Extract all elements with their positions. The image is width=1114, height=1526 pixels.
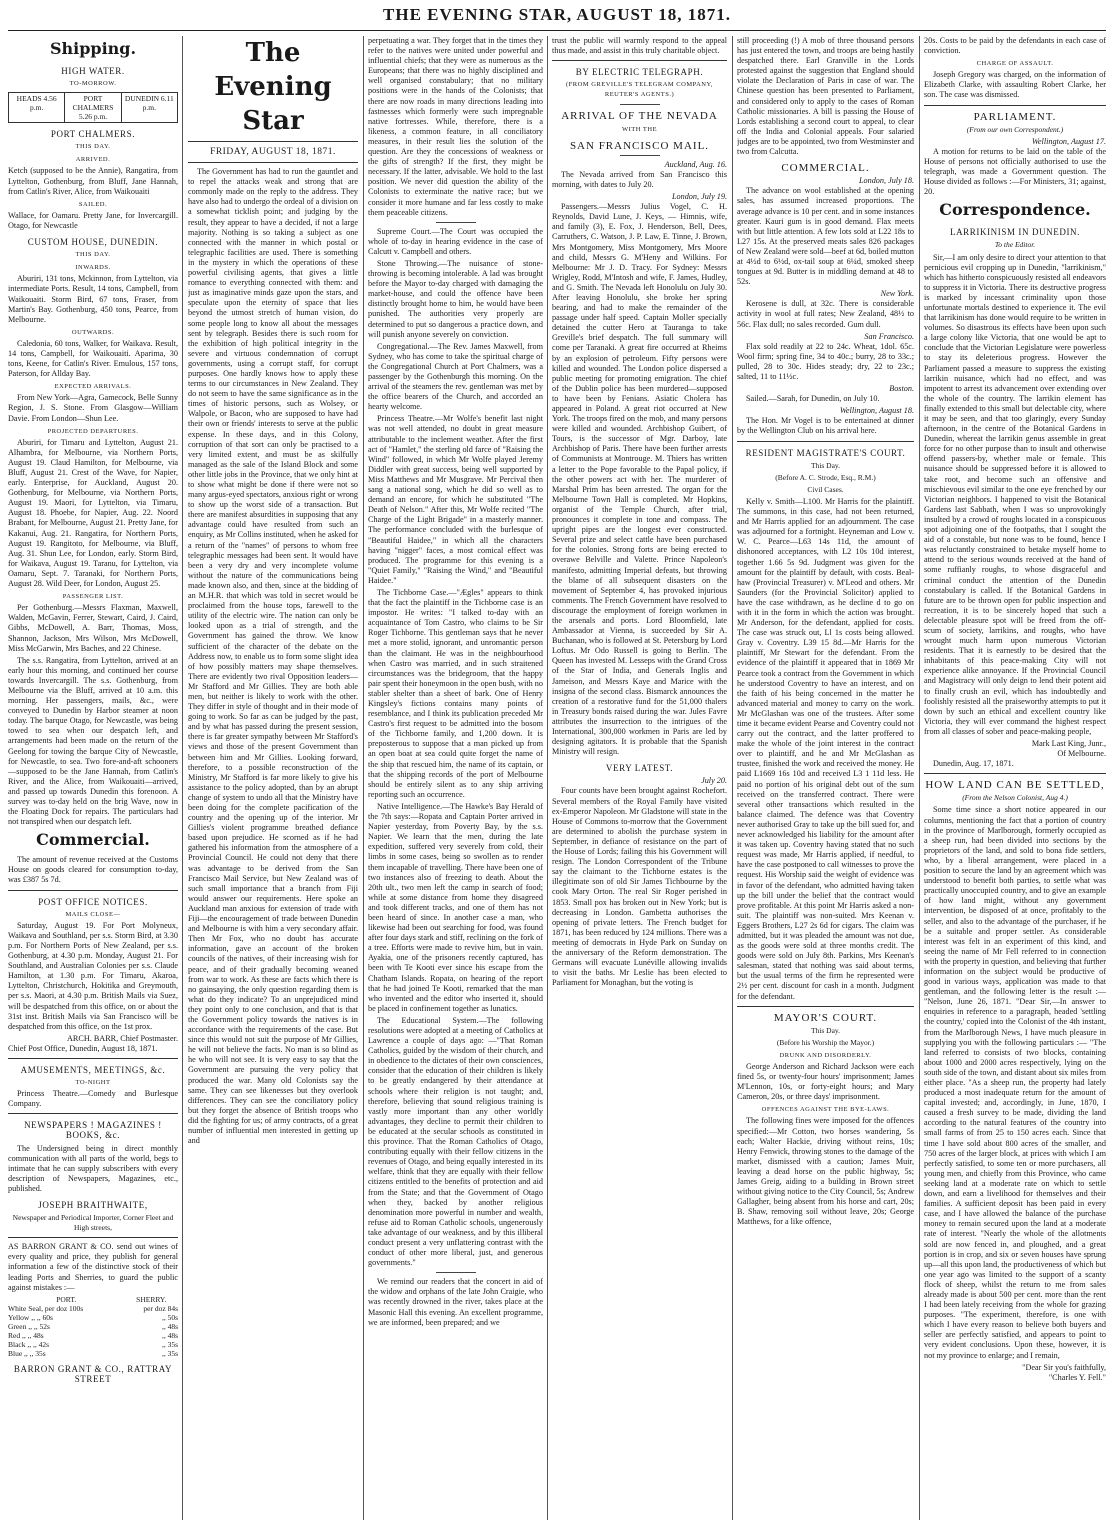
boston-text: Sailed.—Sarah, for Dunedin, on July 10. <box>746 394 880 404</box>
wine-row <box>8 1304 178 1313</box>
supreme-court-item: Supreme Court.—The Court was occupied the whole of to-day in hearing evidence in the case of Calcutt v. Campbell and others. <box>368 226 543 256</box>
passenger-label: PASSENGER LIST. <box>62 593 124 601</box>
amusements-heading: AMUSEMENTS, MEETINGS, &c. <box>20 1064 166 1075</box>
larrikinism-heading: LARRIKINISM IN DUNEDIN. <box>949 227 1081 238</box>
very-latest-heading: VERY LATEST. <box>605 763 674 774</box>
concert-continued: trust the public will warmly respond to the appeal thus made, and assist in this truly charitable object. <box>552 36 727 56</box>
braithwaite-address: Newspaper and Periodical Importer, Corner Fleet and High streets, <box>12 1213 174 1233</box>
barron-text: AS BARRON GRANT & CO. send out wines of every quality and price, they publish for general information a few of the distinctive stock of their leading Ports and Sherries, to guard the public against mistakes :— <box>8 1242 178 1292</box>
wine-header-row <box>8 1295 178 1304</box>
land-signature-2: "Charles Y. Fell." <box>1048 1372 1106 1382</box>
post-signature-place: Chief Post Office, Dunedin, August 18, 1871. <box>8 1043 158 1053</box>
shipping-heading: Shipping. <box>49 39 137 58</box>
wine-sherry-cell: ,, 50s <box>161 1312 178 1322</box>
arrived-label: ARRIVED. <box>75 156 111 164</box>
custom-house-heading: CUSTOM HOUSE, DUNEDIN. <box>27 237 159 248</box>
letter-dateline: Dunedin, Aug. 17, 1871. <box>933 759 1014 769</box>
masthead-title: THE EVENING STAR, AUGUST 18, 1871. <box>383 5 731 24</box>
wine-port-header: PORT. <box>56 1294 77 1304</box>
latest-dateline: July 20. <box>701 776 727 786</box>
latest-continued: still proceeding (!) A mob of three thousand persons has just entered the town, and troops are being hastily despatched there. Earl Granville in the Lords protested against the suggestion that England should violate the Declaration of Paris in case of war. The Chinese question has been presented to Parliament, and considered only to apply to the cases of Roman Catholic missionaries. A bill is passing the House of Lords establishing a second court to appeal, to clear off the India and Colonial appeals. Four salaried judges are to be appointed, two from Westminster and two from Calcutta. <box>737 36 914 157</box>
tomorrow-label: TO-MORROW. <box>69 80 117 88</box>
divider <box>620 155 660 156</box>
shipping-notes: The s.s. Rangatira, from Lyttelton, arrived at an early hour this morning, and continued her course towards Invercargill. The s.s. Gothenburg, from Melbourne via the Bluff, arrived at 10 a.m. this morning. Her passengers, mails, &c., were conveyed to Dunedin by Harbor steamer at noon today. The barque Otago, for Newcastle, was being towed to sea when our despatch left, and arrangements had been made on the return of the Geelong for towing the barque City of Newcastle, for Newcastle, to sea. Two fore-and-aft schooners—supposed to be the Jane Hannah, from Catlin's River, and the Alice, from Waikouaiti—arrived, and passed up towards Dunedin this forenoon. A survey was to-day held on the brig Wave, now in the Floating Dock for repairs. The particulars had not transpired when our despatch left. <box>8 655 178 827</box>
wine-row <box>8 1349 178 1358</box>
amusements-text: Princess Theatre.—Comedy and Burlesque Company. <box>8 1089 178 1109</box>
column-rule <box>363 36 364 1520</box>
wine-sherry-cell: ,, 35s <box>161 1339 178 1349</box>
divider <box>8 1113 178 1114</box>
rm-day-label: This Day. <box>810 460 841 470</box>
divider <box>924 773 1106 774</box>
port-chalmers-heading: PORT CHALMERS. <box>50 129 136 140</box>
letter-signature: Mark Last King, Junr., <box>1031 739 1106 748</box>
newyork-dateline: New York. <box>880 289 914 299</box>
rm-before-label: (Before A. C. Strode, Esq., R.M.) <box>775 472 876 482</box>
wine-sherry-cell: ,, 48s <box>161 1321 178 1331</box>
braithwaite-name: JOSEPH BRAITHWAITE, <box>38 1200 148 1210</box>
post-office-heading: POST OFFICE NOTICES. <box>38 896 148 907</box>
sailed-list: Wallace, for Oamaru. Pretty Jane, for Invercargill. Otago, for Newcastle <box>8 210 178 230</box>
editorial-continued: perpetuating a war. They forget that in the times they refer to the natives were united under powerful and influential chiefs; that they were as numerous as the Europeans; that there was no highly disciplined and well organised constabulary; that no military positions were in the hands of the Colonists; that there are now roads in many directions leading into fastnesses which formerly were such impregnable native fortresses. While, therefore, there is a likeness, a common feature, in all conciliatory measures, in their result lies the solution of the question. Are they the concessions of weakness or the gifts of strength? If the first, they might be necessary. If the latter, advisable. We hold to the last position. We never did question the ability of the Colonists to exterminate the native race; but we consider it more humane and far less costly to make them peaceable citizens. <box>368 36 543 217</box>
parliament-text: A motion for returns to be laid on the table of the House of persons not officially authorised to use the telegraph, was made a Government question. The House divided as follows :—For Ministers, 31; against, 20. <box>924 146 1106 197</box>
native-intelligence-item: Native Intelligence.—The Hawke's Bay Herald of the 7th says:—Ropata and Captain Porter arrived in Napier yesterday, from Poverty Bay, by the s.s. Napier. We learn that the men, during the late expedition, suffered very severely from cold, their limbs in some cases, being so swollen as to render them incapable of travelling. There have been one of two instances also of freezing to death. About the 20th ult., two men left the camp in search of food; while at some distance from home they disagreed and took different tracks, and one of them has not been heard of since. In another case a man, who likewise had been out searching for food, was found after four days stark and stiff, reclining on the fork of a tree. Efforts were made to revive him, but in vain. Ayakia, one of the prisoners recently captured, has been with Te Kooti ever since his escape from the Chatham Islands. Ropata, on hearing of the report that he had joined Te Kooti, remarked that the man who invented and the editor who inserted it, should be placed in confinement together as lunatics. <box>368 801 543 1013</box>
letter-text: Sir,—I am only desire to direct your attention to that pernicious evil cropping up in Dunedin, "larrikinism," which has hitherto conspicuously resisted all endeavors to suppress it in Victoria. There its destructive progress is marked by incessant criminality upon those unfortunate mortals destined to experience it. The evil that larrikinism has done would require to be written in volumes. So disastrous its effects have been upon such a large colony like Victoria, that one would be apt to conclude that the Victorian Legislature were powerless to stay its deleterious progress. However the Parliament passed a measure to suppress the existing larrikin nuisance, which had no effect, and was impotent to arrest its advancement over extending over the whole of the country. The larrikin element has finally extended to this small but delectable city, where it may be seen, and that too glaringly, every Sunday afternoon, in the centre of the Botanical Gardens in Dunedin, whereat the larrikin genus assemble in great force for no other purpose than to insult and otherwise offend passers-by, whether male or female. This nuisance should be suppressed before it is allowed to take root, and become such an offensive and mischievous evil similar to the one eye frenched by our Victorian neighbors. I happened to visit the Botanical Gardens last Sabbath, when I was so unprovokingly insulted by a crowd of roughs located in a conspicuous spot adjoining one of the footpaths, that I sought the aid of a constable, but none was to be found, hence I was reluctantly constrained to betake myself home to attend to the serious wounds received at the hand of some ruffianly roughs, to whose disgraceful and criminal conduct the attention of the Dunedin constabulary is called. If the Botanical Gardens in future are to be thrown open for public inspection and recreation, it is to be sincerely hoped that such a delectable pleasure spot will be freed from the off-scum of society, larrikins, and roughs, who have wrought much harm upon numerous Victorian residents. That it is earnestly to be desired that the inhabitants of this peace-making City will not experience alike annoyance. If the Provincial Council and Magistracy will only deign to lend their potent aid to finally crush an evil, which has indoubtedly and foolishly resisted all the praiseworthy attempts to put it down by such an ethical and excellent country like Victoria, they will ever command the highest respect from all classes of sober and peace-making people, <box>924 252 1106 736</box>
wine-port-cell: Black ,, ,, 42s <box>8 1339 50 1349</box>
mayors-text: George Anderson and Richard Jackson were each fined 5s, or twenty-four hours' imprisonment; James M'Lennon, 10s, or forty-eight hours; and Mary Cameron, 20s, or three days' imprisonment. <box>737 1062 914 1102</box>
assault-text: Joseph Gregory was charged, on the information of Elizabeth Clarke, with assaulting Robert Clarke, her son. The case was dismissed. <box>924 70 1106 100</box>
expected-label: EXPECTED ARRIVALS. <box>54 383 132 391</box>
tonight-label: TO-NIGHT <box>75 1079 111 1087</box>
expected-list: From New York—Agra, Gamecock, Belle Sunny Region, J. S. Stone. From Glasgow—William Davie. From London—Shun Lee. <box>8 393 178 423</box>
commercial-news-text: The advance on wool established at the opening sales, has assumed increased proportions. The average advance is 10 per cent. and in some instances greater. Kauri gum is in good demand. Flax meets with but little attention. A few lots sold at L22 18s to L27 15s. At the preserved meats sales 826 packages of New Zealand were sold—beef at 6d, boiled mutton at 4½d to 6½d, ox-tail soup at 6¼d, smoked sheep tongues at 9d. Butter is in middling demand at 48 to 52s. <box>737 186 914 287</box>
masthead-rule <box>8 30 1106 31</box>
correspondence-heading: Correspondence. <box>939 200 1091 220</box>
stone-throwing-item: Stone Throwing.—The nuisance of stone-throwing is becoming intolerable. A lad was brought before the Mayor to-day charged with damaging the market-house, and could the offence have been distinctly brought home to him, he would have been punished. The authorities very properly are determined to put so dangerous a practice down, and will punish anyone severely on conviction. <box>368 258 543 339</box>
wine-row <box>8 1313 178 1322</box>
column-rule <box>732 36 733 1520</box>
wine-row <box>8 1331 178 1340</box>
post-office-text: Saturday, August 19. For Port Molyneux, Waikava and Southland, per s.s. Storm Bird, at 3.30 p.m. For Northern Ports of New Zealand, per s.s. Gothenburg, at 4.30 p.m. Monday, August 21. For Southland, and Australian Colonies per s.s. Claude Hamilton, at 1.30 p.m. For Timaru, Akaroa, Lyttelton, Christchurch, Hokitika and Greymouth, per s.s. Maori, at 4.30 p.m. British Mails via Suez, will be despatched from this office, on or about the 31st inst. British Mails via San Francisco will be despatched from this office, on the 1st prox. <box>8 920 178 1031</box>
divider <box>8 1058 178 1059</box>
divider <box>924 105 1106 106</box>
telegraph-heading: BY ELECTRIC TELEGRAPH. <box>575 67 704 78</box>
divider <box>620 104 660 105</box>
parliament-dateline: Wellington, August 17. <box>1031 136 1106 146</box>
divider <box>8 890 178 891</box>
masthead <box>0 0 1114 30</box>
column-1 <box>8 36 178 1520</box>
divider <box>8 1237 178 1238</box>
wine-sherry-cell: per doz 84s <box>143 1303 178 1313</box>
wine-row <box>8 1340 178 1349</box>
bylaws-label: OFFENCES AGAINST THE BYE-LAWS. <box>761 1106 890 1114</box>
london-text: Passengers.—Messrs Julius Vogel, C. H. Reynolds, David Lune, J. Keys, — Himnis, wife, and family (3), E. Fox, J. Henderson, Bell, Dees, Carruthers, C. Watson, J. P. Law, E. Tinne, J. Brown, Mrs Montgomery, Miss Montgomery, Mrs Moore and child, Messrs G. M'Heny and Wilkins. For Melbourne: Mr J. D. Tracy. For Sydney: Messrs Wrigley, Rodd, M'Intosh and wife, F. James, Hudley, and G. Smith. The Nevada left Honolulu on July 30. After leaving Honolulu, she broke her spring bearing, and had to make the remainder of the passage under half speed. Captain Moller specially detained the cutter Hero at Tauranga to take Greville's brief despatch. The full summary will come per Taranaki. A great fire occurred at Rheims by an explosion of petroleum. Fifty persons were killed and wounded. The London police dispersed a public meeting for promoting emigration. The chief of the Dublin police has been murdered—supposed to have been by Fenians. Asiatic Cholera has appeared in Poland. A great riot occurred at New York. The troops fired on the mob, and many persons were killed and wounded. Archbishop Guibert, of Tours, is the successor of Mgr. Darboy, late Archbishop of Paris. There have been further arrests of Communists at Montrouge. M. Thiers has written a letter to the Pope favorable to the Papal policy, if the other powers act with her. The murderer of Marshal Prim has been arrested. The organ for the Melbourne Town Hall is completed. Mr Hopkins, organist of the Temple Church, after trial, pronounces it complete in tone and compass. The upright pipes are the longest ever constructed. Several prize and select cattle have been purchased for the colonies. Strong forts are being erected to overawe Belville and Valette. Prince Napoleon's manifesto, admitting Imperial defeats, but throwing the blame of all subsequent disasters on the movement of September 4, has provoked injurious comments. The French Government have resolved to discourage the employment of foreign workmen in the arsenals and ports. Lord Bloomfield, late Ambassador at Vienna, is succeeded by Sir A. Buchanan, who is followed at St. Petersburg by Lord Loftus. Mr Odo Russell is going to Berlin. The Queen has invested M. Lesseps with the Grand Cross of the Star of India, and Generals Inglis and Jameison, and Messrs Kaye and Marice with the insigna of the second class. Bismarck announces the creation of a restorative fund for the 51,000 thalers in Treasury bonds raised during the war. Jules Favre attributes the insurrection to the intrigues of the International, 300,000 workmen in Paris are led by designing agitators. It is probable that the Spanish Ministry will resign. <box>552 202 727 757</box>
congregational-item: Congregational.—The Rev. James Maxwell, from Sydney, who has come to take the spiritual charge of the Congregational Church at Port Chalmers, was a passenger by the Gothenburgh this morning. On the arrival of the steamers the rev. gentleman was met by the office bearers of the Church, and accorded an hearty welcome. <box>368 341 543 412</box>
rm-court-heading: RESIDENT MAGISTRATE'S COURT. <box>745 447 906 458</box>
wine-price-table <box>8 1295 178 1358</box>
newyork-text: Kerosene is dull, at 32c. There is considerable activity in wool at full rates; New Zealand, 48½ to 56c. Flax dull; no sales recorded. Gum dull. <box>737 299 914 329</box>
divider <box>188 162 358 163</box>
column-3 <box>368 36 543 1520</box>
tide-table <box>8 92 178 123</box>
column-5 <box>737 36 914 1520</box>
commercial-dateline: London, July 18. <box>858 176 914 186</box>
wine-port-cell: Yellow ,, ,, 60s <box>8 1312 53 1322</box>
land-text: Some time since a short notice appeared in our columns, mentioning the fact that a portion of country in the province of Marlborough, formerly occupied as a sheep run, had been divided into sections by the proprietors of the land, and sold to bona fide settlers, who, by a liberal arrangement, were placed in a position to secure the land by an agreement which was understood to benefit both parties, to settle what was practically unoccupied country, and to give an example of how land might, without any government intervention, be disposed of at once, profitably to the seller, and also to the advantage of the purchaser, if he be a suitable and proper settler. As considerable interest was felt in an experiment of this kind, and seeing the name of Mr Fell referred to in connection with the property in question, and believing that further information on the subject would be productive of good in various ways, application was made to that gentleman, and the following letter is the result :— "Nelson, June 26, 1871. "Dear Sir,—In answer to enquiries in reference to a paragraph, headed 'settling the country,' copied into the Colonist of the 4th instant, from the Marlborough News, I have much pleasure in supplying you with the following particulars :— "The land referred to consists of two blocks, containing about 1000 and 2000 acres respectively, lying on the south side of the town, and distant about six miles from either place. "As a sheep run, the property had lately produced a most inadequate return for the amount of capital invested; and, accordingly, in June, 1870, I caused a fresh survey to be made, dividing the land according to the natural features of the country into small farms of from 25 to 150 acres each. Since that time I have sold about 800 acres of the smaller, and 750 acres of the larger block, at prices with which I am perfectly satisfied, to some ten or more purchasers, all young men, and chiefly from this Province, who came seeking land at a moderate rate on which to settle down, and earn a livelihood for themselves and their families. A sufficient deposit has been paid in every case, and I have allowed the balance of the purchase money to remain secured upon the land at a moderate rate of interest. "Nearly the whole of the allotments sold are now fenced in, and ploughed, and a great portion is in crop, and six or seven houses have sprung up—all this upon land, the productiveness of which but one year ago was limited to the support of a scanty flock of sheep, whilst the return to me from sales already made is about 500 per cent. more than the rent I had been lately receiving from the whole for grazing purposes. "The experiment, therefore, is one with which I have every reason to believe both buyers and seller are perfectly satisfied, and appears to point to very evident conclusions. Upon these, however, it is not my province to enlarge; and I remain, <box>924 805 1106 1360</box>
tide-dunedin: DUNEDIN 6.11 p.m. <box>124 94 174 113</box>
wine-port-cell: White Seal, per doz 100s <box>8 1303 84 1313</box>
letter-signature-place: Of Melbourne. <box>1057 749 1106 759</box>
high-water-heading: HIGH WATER. <box>61 66 125 76</box>
column-6 <box>924 36 1106 1520</box>
parliament-source: (From our own Correspondent.) <box>966 124 1064 134</box>
rm-court-text: Kelly v. Smith—L100. Mr Harris for the plaintiff. The summons, in this case, had not been returned, and Mr Harris applied for an adjournment. The case was adjourned for a fortnight. Heyneman and Low v. W. C. Pearce—L63 14s 11d, the amount of dishonored acceptances, with L2 10s 10d interest, together 1.66 5s 9d. Judgment was given for the amount for the plaintiff by default, with costs. Beal-haw (Provincial Treasurer) v. M'Leod and others. Mr Saunders (for the Provincial Solicitor) applied to have the case withdrawn, as he decline d to go on with it in the form in which the action was brought. Mr Anderson, for the defendant, applied for costs. The case was struck out, Ll 1s costs being allowed. Gray v. Coventry. L39 15 8d.—Mr Harris for the plaintiff, Mr Stewart for the defendant. From the evidence of the plaintiff it appeared that in 1869 Mr Pearce took a contract from the Government in which he understood Coventry to have an interest, and on the faith of his being concerned in the matter he advanced material and money to carry on the work. Mr McGlashan was one of the trustees. After some time it became evident Pearse and Coventry could not carry out the contract, and the latter proffered to make the whole of the joint interest in the contract over to plaintiff, and he and Mr McGlashan as trustee, finished the work and received the money. He paid L1669 16s 10d and received L3 1 11d less. He paid no portion of his original debt out of the sum received on the transferred contract. There were several other transactions which resulted in the balance claimed. The defence was that Coventry never authorised Gray to take up the bill sued for, and never acknowledged his liability for the amount after it was taken up. Coventry having stated that no such request was made, Mr Harris applied, if needful, to have the case postponed to call witnesses to prove the request. His Worship said the weight of evidence was in favor of the defendant, who admitted having taken up the bill under the belief that the contract would prove profitable. At this point Mr Harris asked a non-suit. The plaintiff was non-suited. Mrs Keenan v. Eggers Brothers, L27 2s 6d for cigars. The claim was admitted, but it was pleaded the amount was not due, as the goods were sold at three months credit. The goods were sold on July 8th. Parkins, Mrs Keenan's salesman, stated that nothing was said about terms, but the usual terms of the firm he represented were 2½ per cent. discount for cash in a month. Judgment for the defendant. <box>737 496 914 1001</box>
wellington-dateline: Wellington, August 18. <box>839 406 914 416</box>
wine-row <box>8 1322 178 1331</box>
divider <box>436 1272 476 1273</box>
column-2 <box>188 36 358 1520</box>
divider <box>436 222 476 223</box>
wine-sherry-cell: ,, 48s <box>161 1330 178 1340</box>
commercial-news-heading: COMMERCIAL. <box>781 162 870 175</box>
concert-item: We remind our readers that the concert in aid of the widow and orphans of the late John Craigie, who was recently drowned in the river, takes place at the Masonic Hall this evening. An excellent programme, we are informed, been prepared; and we <box>368 1277 543 1327</box>
divider <box>737 1006 914 1007</box>
newspapers-text: The Undersigned being in direct monthly communication with all parts of the world, begs to intimate that he can supply subscribers with every description of Newspapers, Magazines, etc., published. <box>8 1143 178 1193</box>
wine-sherry-cell: ,, 35s <box>161 1348 178 1358</box>
tichborne-item: The Tichborne Case.—"Ægles" appears to think that the fact the plaintiff in the Tichborne case is an impostor. He writes: "I talked to-day with an acquaintance of Tom Castro, who claims to be Sir Roger Tichborne. This gentleman says that he never met a more stolid, ignorant, and unromantic person than the claimant. He was in the neighbourhood when Castro was married, and in such straitened circumstances was the bridegroom, that the happy pair spent their honeymoon in the open bush, with no stabler shelter than a sheet of bark. One of Henry Kingsley's fictions contains many points of resemblance, and I think its publication preceded Mr Castro's first request to be admitted into the bosom of the Tichborne family, and 1,200 down. It is preposterous to suppose that a man picked up from an open boat at sea could quite forget the name of the ship that rescued him, the name of its captain, or that the shipping records of the port of Melbourne should be entirely silent as to any ship arriving reporting such an occurrence. <box>368 587 543 799</box>
princess-theatre-item: Princess Theatre.—Mr Wolfe's benefit last night was not well attended, no doubt in great measure attributable to the inclement weather. After the first act of "Hamlet," the sterling old farce of "Raising the Wind" followed, in which Mr Wolfe played Jeremy Diddler with great success, being well supported by Miss Matthews and Mr Musgrave. Mr Percival then sang a national song, which he did so well as to demand an encore, for which he substituted "The Death of Nelson." After this, Mr Wolfe recited "The Charge of the Light Brigade" in a masterly manner. The performance concluded with the burlesque of "Beautiful Haidee," in which all the characters having "nigger" faces, a most comical effect was produced. The programme for this evening is a "Quiet Family," "Raising the Wind," and "Beautiful Haidee." <box>368 414 543 585</box>
divider <box>552 60 727 61</box>
bylaws-text: The following fines were imposed for the offences specified:—Mr Cotton, two horses wandering, 5s each; Walter Hackie, driving without reins, 10s; Henry Fenwick, throwing stones to the damage of the market, dismissed with a caution; James Muir, leaving a dead horse on the public highway, 5s; James Greig, aiding to a building in Brown street without giving notice to the City Council, 5s; Andrew Gallagher, being absent from his horse and cart, 20s; B. Shaw, removing soil without leave, 20s; George Matthews, for a like offence, <box>737 1116 914 1227</box>
wellington-text: The Hon. Mr Vogel is to be entertained at dinner by the Wellington Club on his arrival here. <box>737 416 914 436</box>
inwards-label: INWARDS. <box>75 264 111 272</box>
auckland-dateline: Auckland, Aug. 16. <box>664 159 727 169</box>
to-editor-label: To the Editor. <box>994 240 1036 250</box>
assault-label: CHARGE OF ASSAULT. <box>976 60 1054 68</box>
outwards-label: OUTWARDS. <box>71 328 115 336</box>
parliament-heading: PARLIAMENT. <box>973 110 1057 123</box>
arrival-with-label: WITH THE <box>621 125 658 133</box>
commercial-text: The amount of revenue received at the Customs House on goods cleared for consumption to-day, was £387 5s 7d. <box>8 855 178 885</box>
bylaws-continued: 20s. Costs to be paid by the defendants in each case of conviction. <box>924 36 1106 56</box>
latest-text: Four counts have been brought against Rochefort. Several members of the Royal Family have visited ex-Emperor Napoleon. Mr Gladstone will state in the House of Commons to-morrow that the Government are determined to abolish the purchase system in September, in defiance of resistance on the part of the House of Lords; failing this his Government will resign. The London Correspondent of the Tribune say the claimant to the Tichborne estates is the illegitimate son of old Sir James Tichbourne by the cook Mary Orton. The real Sir Roger perished in 1853. Small pox has broken out in New York; but is decreasing in London. Gambetta authorises the opening of private letters. The French budget for 1871, has been reduced by 124 millions. There was a meeting of democrats in Hyde Park on Sunday on the anniversary of the Reform demonstration. The Germans will evacuate Lunéville allowing invalids to visit the baths. Mr Leslie has been elected to Parliament for Monaghan, but the voting is <box>552 786 727 988</box>
wine-port-cell: Blue ,, ,, 35s <box>8 1348 46 1358</box>
editorial-text: The Government has had to run the gauntlet and to repel the attacks weak and strong that are commonly made on the reply to the address. They have also had to undergo the ordeal of a division on a somewhat ticklish point; and judging by the result, they appear to have a decided, if not a large majority. Nothing is so taking a subject as one connected with the manner in which postal or telegraphic facilities are used. There is something in the mystery in which the operations of these powerful civilising agents, that gives a little romance to everything connected with them: and just as imaginative minds gaze upon the stars, and speculate upon the eternity of space that lies beyond the utmost stretch of human vision, do some people long to know all about the messages sent by telegraph. Besides there is such room for the exhibition of high political integrity in the severe and virtuous condemnation of corrupt governments, using a corrupt staff, for corrupt purposes. One hardly knows how to apply these terms to our circumstances in New Zealand. They do not seem to have the same significance as in the times of historic persons, such as Wolsey, or Walpole, or Bacon, who are supposed to have had their own or friends' interests to serve at the public expense. In these days, and in this Colony, corruption of that sort can only be practised to a very limited extent, and must be as skilfully managed as the sale of the Island Block and some other little jobs in the Province, that we only hint at to show what might be done if there were not so many argus-eyed spectators, anxious right or wrong to show up the worst side of a transaction. But there are manifest absurdities in supposing that any advantage could have resulted from such an enquiry, as Mr Collins instituted, when he asked for a return of the "names" of persons to whom free telegraphic messages had been sent. It would have been a very dry and very incomplete volume without the nature of the communications being made known also, and then, since at the bidding of an M.H.R. that which was told in secret would be proclaimed from the house tops, farewell to the utility of the electric wire. The nation can only be looked upon as a trial of strength, and the Government has gained the throw. We know sufficient of the character of the debate on the Address now, to enable us to form some slight idea of how possibly matters may shape themselves. There are evidently two rival Opposition leaders—Mr Stafford and Mr Gillies. They are both able men, but neither is likely to work with the other. They differ in style of thought and in their mode of going to work. So far as can be judged by the past, and by what has passed during the present session, there is far greater sympathy between Mr Stafford's views and those of the present Government than between him and Mr Gillies. Looking forward, therefore, to a possible reconstruction of the Ministry, Mr Stafford is far more likely to give his assistance to the policy adopted, than by an abrupt change of system to undo all that the Ministry have been doing for the complete pacification of the country and the opening up of the interior. Mr Gillies's violent programme breathed defiance based upon prejudice. He scorned as if he had gathered his information from the atmosphere of a Provincial Council. He could not deny that there was advantage to be derived from the San Francisco Mail Service, but New Zealand was of such small importance that a branch from Fiji would answer our requirements. Here spoke an Auckland man anxious for extension of trade with Fiji—the encouragement of trade between Dunedin and Melbourne is with him a very secondary affair. Then Mr Fox, who no doubt has accurate information, gave an account of the broken councils of the natives, of their increasing wish for peace, and of their gradually becoming weaned from war to work. As these are facts which there is no gainsaying, the only question regarding them is what do they indicate? To an unprejudiced mind they point only to one conclusion, and that is that the Government policy towards the natives is in accordance with the requirements of the case. But since this would not suit the purpose of Mr Gillies, he will not believe the facts. No man is so blind as he who will not see. It is very easy to say that the Government are pursuing the very policy that produced the war. Many old Colonists say the same. They can see likenesses but they overlook differences. They can see the conciliatory policy but they forget the absence of British troops who did the fighting for us; of army contracts, of a great number of influential men interested in getting up and <box>188 167 358 1146</box>
arrived-list: Ketch (supposed to be the Annie), Rangatira, from Lyttelton, Gothenburg, from Bluff, Jane Hannah, from Catlin's River, Alice, from Waikouaiti <box>8 166 178 196</box>
mayors-court-heading: MAYOR'S COURT. <box>773 1011 878 1024</box>
mails-close-label: MAILS CLOSE— <box>65 910 121 918</box>
sanfran-text: Flax sold readily at 22 to 24c. Wheat, 1dol. 65c. Wool firm; spring fine, 34 to 40c.; burry, 28 to 33c.; pulled, 28 to 30c. Hides steady; dry, 22 to 23c.; salted, 11 to 11½c. <box>737 341 914 381</box>
mayors-before-label: (Before his Worship the Mayor.) <box>776 1037 875 1047</box>
auckland-text: The Nevada arrived from San Francisco this morning, with dates to July 20. <box>552 169 727 189</box>
tide-port-chalmers: PORT CHALMERS 5.26 p.m. <box>65 93 121 122</box>
arrival-heading: ARRIVAL OF THE NEVADA <box>561 110 718 123</box>
column-rule <box>919 36 920 1520</box>
post-signature: ARCH. BARR, Chief Postmaster. <box>67 1033 178 1043</box>
civil-cases-label: Civil Cases. <box>807 484 844 494</box>
column-rule <box>182 36 183 1520</box>
inwards-list: Aburiri, 131 tons, Mckinnon, from Lyttelton, via intermediate Ports. Result, 14 tons, Campbell, from Waikouaiti. Storm Bird, 67 tons, Fraser, from Martin's Bay. Gothenburg, 450 tons, Pearce, from Melbourne. <box>8 274 178 324</box>
this-day-label: THIS DAY. <box>75 143 111 151</box>
paper-title: The Evening Star <box>188 36 358 142</box>
custom-this-day-label: THIS DAY. <box>75 251 111 259</box>
mail-heading: SAN FRANCISCO MAIL. <box>569 139 710 152</box>
educational-item: The Educational System.—The following resolutions were adopted at a meeting of Catholics at Lawrence a couple of days ago: —"That Roman Catholics, guided by the wisdom of their church, and in obedience to the dictates of their own consciences, consider that the education of their children is likely to be greatly endangered by their attendance at schools where their religion is not taught; and, therefore, believing that sound religious training is vastly more important than any other worldly advantages, they decline to permit their children to be educated at the secular schools as constituted in this province. That the Roman Catholics of Otago, contributing equally with their fellow citizens in the revenues of Otago, and being equally interested in its welfare, think that they are equally with their fellow citizens entitled to the benefits of protection and aid from the State; and that the Government of Otago when they, backed by another religious denomination more powerful in number and wealth, refuse aid to Roman Catholic schools, ungenerously take advantage of our weakness, and by this illiberal conduct present a very unflattering contrast with the conduct of other more liberal, just, and generous governments." <box>368 1015 543 1268</box>
london-dateline: London, July 19. <box>671 192 727 202</box>
sailed-label: SAILED. <box>78 200 108 208</box>
wine-sherry-header: SHERRY. <box>136 1294 167 1304</box>
divider <box>737 441 914 442</box>
telegraph-source: (FROM GREVILLE'S TELEGRAM COMPANY, REUTER'S AGENTS.) <box>566 81 713 99</box>
boston-dateline: Boston. <box>889 384 914 394</box>
dateline: FRIDAY, AUGUST 18, 1871. <box>210 147 336 157</box>
outwards-list: Caledonia, 60 tons, Walker, for Waikava. Result, 14 tons, Campbell, for Waikouaiti. Aparima, 30 tons, Keene, for Catlin's River. Emulous, 157 tons, Paterson, for Allday Bay. <box>8 338 178 379</box>
column-4 <box>552 36 727 1520</box>
commercial-heading: Commercial. <box>36 830 150 850</box>
passenger-list: Per Gothenburg.—Messrs Flaxman, Maxwell, Walden, McGavin, Ferrer, Stewart, Caird, J. Caird, Gibbs, McDowell, A. Barr, Thomas, Moss, Shannon, Jackson, Mrs Wilson, Mrs McDowell, Miss McGarwin, Mrs Baches, and 22 Chinese. <box>8 603 178 653</box>
projected-list: Aburiri, for Timaru and Lyttelton, August 21. Alhambra, for Melbourne, via Northern Ports, August 19. Claud Hamilton, for Melbourne, via Bluff, August 21. Crest of the Wave, for Napier, early. Enterprise, for Auckland, August 20. Gothenburg, for Melbourne, via Northern Ports, August 19. Maori, for Lyttelton, via Timaru, August 18. Phoebe, for Napier, Aug. 22. Noord Brabant, for Melbourne, August 21. Pretty Jane, for Kakanui, Aug. 21. Rangatira, for Northern Ports, August 19. Rangitoto, for Melbourne, via Bluff, Aug. 31. Shun Lee, for London, early. Storm Bird, for Waikava, August 19. Taranu, for Lyttelton, via Oamaru, Sept. 7. Taranaki, for Northern Ports, August 28. Wild Deer, for London, August 25. <box>8 437 178 589</box>
land-heading: HOW LAND CAN BE SETTLED, <box>925 779 1105 792</box>
sanfran-dateline: San Francisco. <box>864 331 914 341</box>
mayors-day-label: This Day. <box>810 1025 841 1035</box>
wine-port-cell: Green ,, ,, 52s <box>8 1321 50 1331</box>
land-source: (From the Nelson Colonist, Aug 4.) <box>962 793 1068 803</box>
projected-label: PROJECTED DEPARTURES. <box>47 427 139 435</box>
drunk-label: DRUNK AND DISORDERLY. <box>779 1051 872 1059</box>
land-signature-1: "Dear Sir you's faithfully, <box>1022 1362 1106 1372</box>
barron-footer: BARRON GRANT & CO., RATTRAY STREET <box>13 1363 173 1384</box>
column-rule <box>547 36 548 1520</box>
wine-port-cell: Red ,, ,, 48s <box>8 1330 44 1340</box>
newspapers-heading: NEWSPAPERS ! MAGAZINES ! BOOKS, &c. <box>24 1120 162 1141</box>
tide-heads: HEADS 4.56 p.m. <box>9 93 65 122</box>
